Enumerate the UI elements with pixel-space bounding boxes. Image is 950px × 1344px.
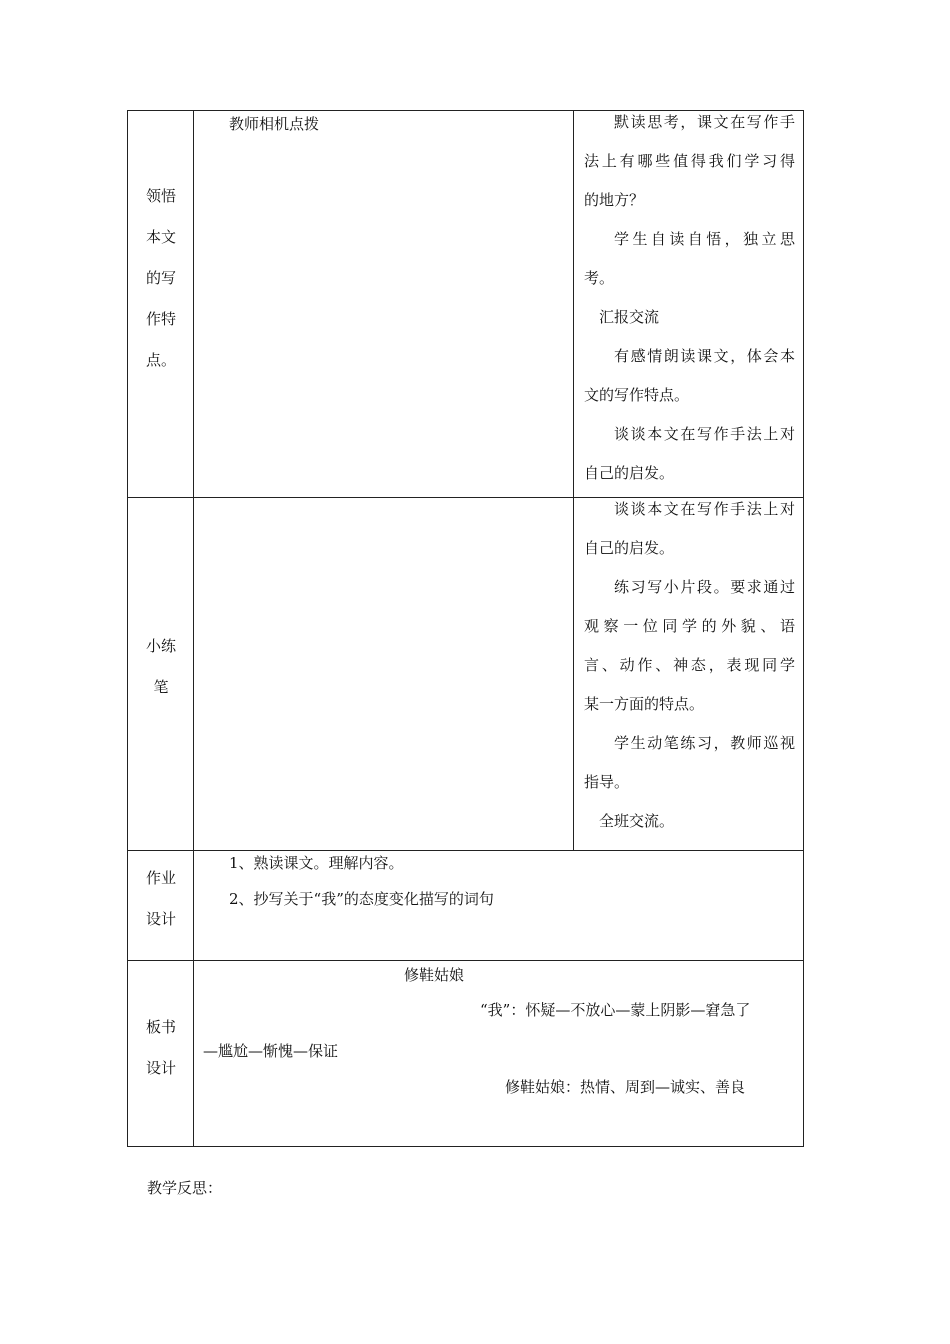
- text-line: 考。: [584, 269, 615, 287]
- text-line: 法上有哪些值得我们学习得: [584, 152, 795, 170]
- row-label-line: 笔: [153, 678, 169, 696]
- row-label-line: 作特: [145, 310, 176, 328]
- text-line: 的地方？: [584, 191, 645, 209]
- blackboard-line: —尴尬—惭愧—保证: [203, 1042, 339, 1060]
- practice-activity-text: [584, 490, 795, 841]
- teaching-reflection-label: 教学反思：: [147, 1179, 223, 1197]
- row-label-blackboard: [129, 1007, 193, 1089]
- text-line: 指导。: [584, 773, 630, 791]
- row-label-line: 设计: [145, 1059, 176, 1077]
- blackboard-line: “我”：怀疑—不放心—蒙上阴影—窘急了: [480, 1001, 751, 1019]
- text-line: 言、动作、神态，表现同学: [584, 656, 795, 674]
- row-label-line: 本文: [145, 228, 176, 246]
- teacher-guidance-text: 教师相机点拨: [229, 115, 320, 133]
- row-label-line: 设计: [145, 910, 176, 928]
- row-label-line: 小练: [145, 637, 176, 655]
- table-column-divider: [573, 110, 574, 850]
- homework-item: 1、熟读课文。理解内容。: [229, 854, 404, 872]
- row-label-homework: [129, 858, 193, 940]
- text-line: 练习写小片段。要求通过: [614, 578, 795, 596]
- text-line: 全班交流。: [599, 812, 675, 830]
- row-label-line: 领悟: [145, 187, 176, 205]
- text-line: 观察一位同学的外貌、语: [584, 617, 795, 635]
- text-line: 某一方面的特点。: [584, 695, 705, 713]
- row-label-line: 点。: [145, 351, 176, 369]
- row-label-line: 板书: [145, 1018, 176, 1036]
- text-line: 谈谈本文在写作手法上对: [614, 425, 795, 443]
- text-line: 文的写作特点。: [584, 386, 690, 404]
- table-row-divider: [127, 960, 804, 961]
- text-line: 有感情朗读课文，体会本: [614, 347, 795, 365]
- blackboard-line: 修鞋姑娘：热情、周到—诚实、善良: [505, 1078, 746, 1096]
- blackboard-title: 修鞋姑娘: [404, 966, 465, 984]
- row-label-line: 作业: [145, 869, 176, 887]
- student-activity-text: [584, 103, 795, 493]
- text-line: 汇报交流: [599, 308, 660, 326]
- row-label-line: 的写: [145, 269, 176, 287]
- homework-item: 2、抄写关于“我”的态度变化描写的词句: [229, 890, 494, 908]
- table-column-divider: [193, 110, 194, 1147]
- table-row-divider: [127, 850, 804, 851]
- text-line: 谈谈本文在写作手法上对: [614, 500, 795, 518]
- text-line: 学生自读自悟，独立思: [614, 230, 795, 248]
- text-line: 自己的启发。: [584, 464, 675, 482]
- row-label-practice-writing: [129, 626, 193, 708]
- text-line: 默读思考，课文在写作手: [614, 113, 795, 131]
- text-line: 自己的启发。: [584, 539, 675, 557]
- row-label-writing-features: [129, 176, 193, 381]
- text-line: 学生动笔练习，教师巡视: [614, 734, 795, 752]
